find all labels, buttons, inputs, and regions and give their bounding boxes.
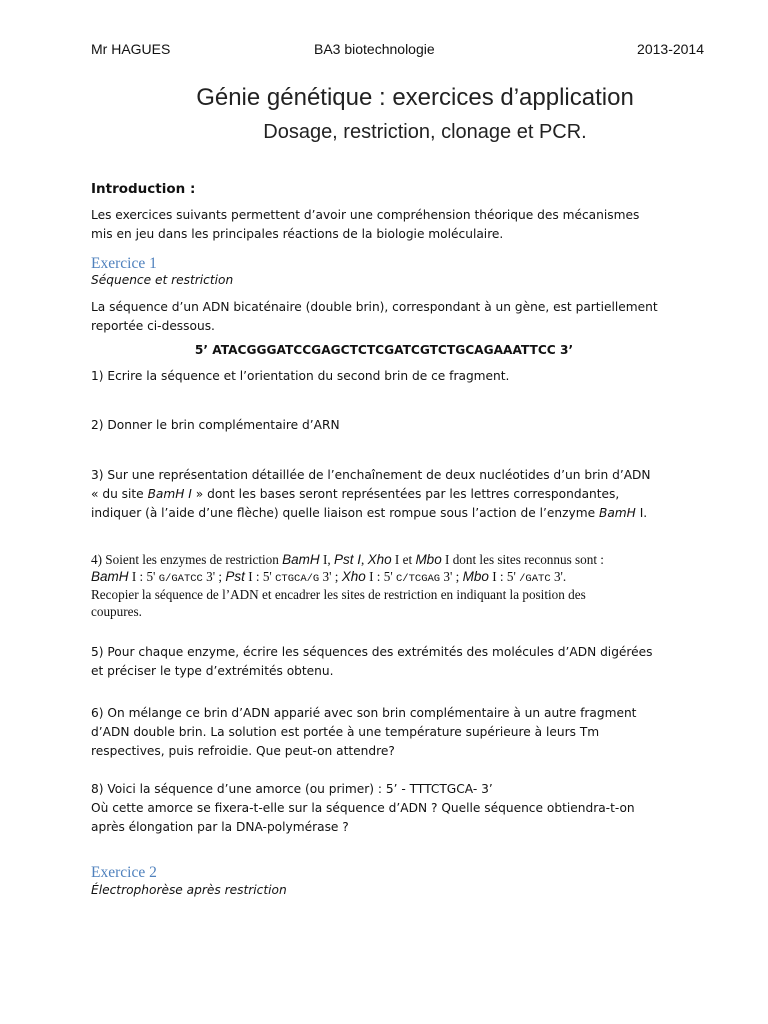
question-2: 2) Donner le brin complémentaire d’ARN xyxy=(91,418,340,432)
question-6 xyxy=(91,704,691,761)
text-span: 3' ; xyxy=(202,568,226,584)
introduction-line: mis en jeu dans les principales réactions de la biologie moléculaire. xyxy=(91,227,504,241)
text-span: 4) Soient les enzymes de restriction xyxy=(91,552,283,567)
exercise-1-intro xyxy=(91,298,691,336)
text-span: 3'. xyxy=(550,568,567,584)
exercise-1-subtitle: Séquence et restriction xyxy=(91,273,234,287)
question-6-line: 6) On mélange ce brin d’ADN apparié avec son brin complémentaire à un autre fragment xyxy=(91,706,637,720)
enzyme-name: Pst xyxy=(225,568,245,584)
text-span: I. xyxy=(635,506,648,520)
enzyme-name: BamH xyxy=(282,552,320,567)
question-1: 1) Ecrire la séquence et l’orientation du second brin de ce fragment. xyxy=(91,369,510,383)
enzyme-name: Pst I xyxy=(333,552,361,567)
text-span: I : 5' xyxy=(128,568,159,584)
enzyme-name: BamH xyxy=(598,506,636,520)
page-header xyxy=(91,41,704,61)
question-5-line: et préciser le type d’extrémités obtenu. xyxy=(91,664,334,678)
text-span: , xyxy=(361,552,368,567)
text-span: I dont les sites reconnus sont : xyxy=(441,552,604,567)
text-span: 3' ; xyxy=(319,568,342,584)
question-6-line: d’ADN double brin. La solution est portée à une température supérieure à leurs Tm xyxy=(91,725,600,739)
header-author: Mr HAGUES xyxy=(91,41,171,57)
question-5-line: 5) Pour chaque enzyme, écrire les séquences des extrémités des molécules d’ADN digérées xyxy=(91,645,653,659)
enzyme-name: Mbo xyxy=(462,568,489,584)
exercise-2-title: Exercice 2 xyxy=(91,864,157,881)
question-4 xyxy=(91,552,691,620)
restriction-site: /GATC xyxy=(519,572,551,585)
exercise-2-subtitle: Électrophorèse après restriction xyxy=(91,883,287,897)
header-year: 2013-2014 xyxy=(637,41,704,57)
header-course: BA3 biotechnologie xyxy=(314,41,435,57)
question-8 xyxy=(91,780,691,837)
enzyme-name: BamH xyxy=(91,568,129,584)
question-8-line: après élongation par la DNA-polymérase ? xyxy=(91,820,349,834)
enzyme-name: BamH I xyxy=(147,487,192,501)
question-6-line: respectives, puis refroidie. Que peut-on attendre? xyxy=(91,744,395,758)
question-4-line xyxy=(91,569,691,588)
text-span: 3' ; xyxy=(440,568,463,584)
question-3-line: 3) Sur une représentation détaillée de l’enchaînement de deux nucléotides d’un brin d’ADN xyxy=(91,468,651,482)
exercise-1-title: Exercice 1 xyxy=(91,255,157,272)
intro-line: reportée ci-dessous. xyxy=(91,319,215,333)
dna-sequence: 5’ ATACGGGATCCGAGCTCTCGATCGTCTGCAGAAATTCC 3’ xyxy=(194,343,574,357)
enzyme-name: Xho xyxy=(367,552,392,567)
question-8-line: 8) Voici la séquence d’une amorce (ou primer) : 5’ - TTTCTGCA- 3’ xyxy=(91,782,493,796)
text-span: I : 5' xyxy=(365,568,396,584)
document-title: Génie génétique : exercices d’application xyxy=(196,84,634,111)
text-span: « du site xyxy=(91,487,148,501)
text-span: I et xyxy=(391,552,416,567)
restriction-site: C/TCGAG xyxy=(396,572,441,585)
text-span: I : 5' xyxy=(488,568,520,584)
introduction-line: Les exercices suivants permettent d’avoir une compréhension théorique des mécanismes xyxy=(91,208,640,222)
question-5 xyxy=(91,643,691,681)
enzyme-name: Mbo xyxy=(415,552,442,567)
introduction-text xyxy=(91,206,691,244)
text-span: » dont les bases seront représentées par les lettres correspondantes, xyxy=(191,487,620,501)
question-4-line: Recopier la séquence de l’ADN et encadrer les sites de restriction en indiquant la position des xyxy=(91,587,586,602)
introduction-heading: Introduction : xyxy=(91,181,196,197)
question-3-line xyxy=(91,504,691,523)
text-span: indiquer (à l’aide d’une flèche) quelle liaison est rompue sous l’action de l’enzyme xyxy=(91,506,599,520)
text-span: I, xyxy=(319,552,334,567)
text-span: I : 5' xyxy=(244,568,276,584)
document-subtitle: Dosage, restriction, clonage et PCR. xyxy=(263,121,587,143)
question-8-line: Où cette amorce se fixera-t-elle sur la séquence d’ADN ? Quelle séquence obtiendra-t-on xyxy=(91,801,635,815)
question-3-line xyxy=(91,485,691,504)
question-3 xyxy=(91,466,691,523)
question-4-line: coupures. xyxy=(91,603,142,619)
enzyme-name: Xho xyxy=(341,568,366,584)
restriction-site: G/GATCC xyxy=(158,572,203,585)
question-4-line xyxy=(91,552,691,569)
restriction-site: CTGCA/G xyxy=(275,572,320,585)
intro-line: La séquence d’un ADN bicaténaire (double brin), correspondant à un gène, est partiellement xyxy=(91,300,658,314)
